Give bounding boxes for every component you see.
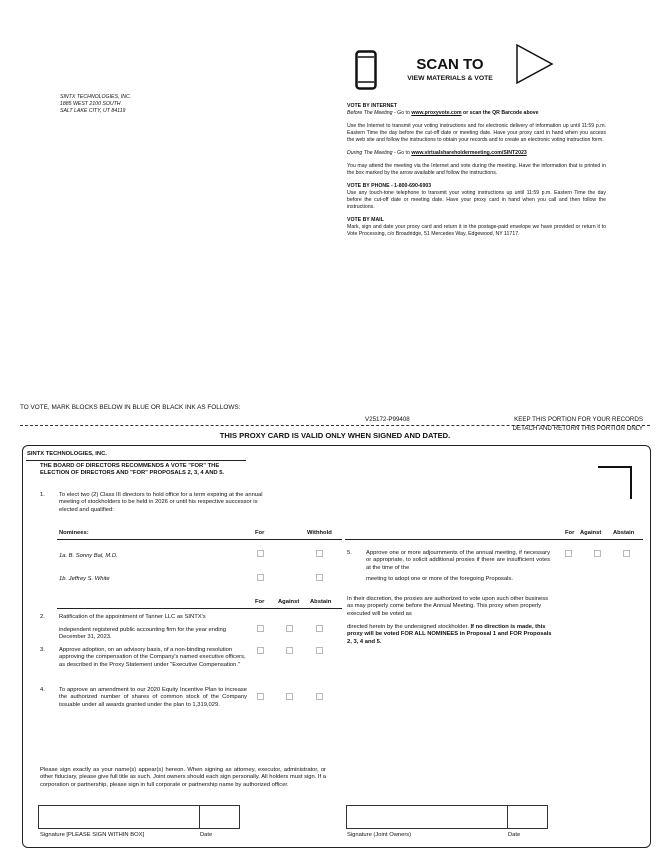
p2-for-checkbox[interactable]: [257, 625, 264, 632]
p2-number: 2.: [40, 614, 45, 620]
p5-divider: [345, 539, 643, 540]
signature-box-1[interactable]: [38, 805, 240, 829]
p2-line2: independent registered public accounting firm for the year ending December 31, 2023.: [59, 627, 226, 641]
vote-internet-heading: VOTE BY INTERNET: [347, 103, 398, 109]
col-for-label-5: For: [565, 530, 575, 536]
address-city: SALT LAKE CITY, UT 84119: [60, 108, 126, 114]
p3-text: Approve adoption, on an advisory basis, of a non-binding resolution approving the compensation of the Company's named executive officers, as described in the Proxy Statement under "Executive Compensation.": [59, 647, 246, 668]
col-abstain-label-5: Abstain: [613, 530, 635, 536]
signature-label-2: Signature (Joint Owners): [347, 832, 412, 838]
nominee-1: 1a. B. Sonny Bal, M.D.: [59, 553, 118, 559]
virtual-meeting-link[interactable]: www.virtualshareholdermeeting.com/SINT2023: [411, 150, 527, 156]
nominees-divider: [57, 539, 342, 540]
scan-title: SCAN TO: [416, 56, 484, 73]
sign-instructions: Please sign exactly as your name(s) appear(s) hereon. When signing as attorney, executor, administrator, or other fiduciary, please give full title as such. Joint owners should each sign personally. All holders must sign. If a corporation or partnership, please sign in full corporate or partnership name by authorized officer.: [40, 767, 326, 788]
col-against-label-5: Against: [580, 530, 602, 536]
vote-internet-body: Use the Internet to transmit your voting instructions and for electronic delivery of information up until 11:59 p.m. Eastern Time the day before the cut-off date or meeting date. Have your proxy card in hand when you access the web site and follow the instructions to obtain your records and to create an electronic voting instruction form.: [347, 123, 606, 143]
p5-against-checkbox[interactable]: [594, 550, 601, 557]
p1-number: 1.: [40, 492, 45, 498]
discretion-direction: directed herein by the undersigned stockholder. If no direction is made, this proxy will be voted FOR ALL NOMINEES in Proposal 1 and FOR Proposals 2, 3, 4 and 5.: [347, 624, 552, 645]
p3-abstain-checkbox[interactable]: [316, 647, 323, 654]
discretion-text: In their discretion, the proxies are authorized to vote upon such other business as may properly come before the Annual Meeting. This proxy when properly executed will be voted as: [347, 596, 549, 617]
nominee-2: 1b. Jeffrey S. White: [59, 576, 110, 582]
vote-instructions: [347, 103, 606, 238]
vote-phone-body: Use any touch-tone telephone to transmit your voting instructions up until 11:59 p.m. Eastern Time the day before the cut-off date or meeting date. Have your proxy card in hand when you call and then follow the instructions.: [347, 190, 606, 210]
nominee-2-for-checkbox[interactable]: [257, 574, 264, 581]
signature-label-1: Signature [PLEASE SIGN WITHIN BOX]: [40, 832, 145, 838]
vote-internet-during: During The Meeting - Go to www.virtualshareholdermeeting.com/SINT2023: [347, 150, 527, 156]
p2-line1: Ratification of the appointment of Tanner LLC as SINTX's: [59, 614, 206, 620]
detach-portion: DETACH AND RETURN THIS PORTION ONLY: [512, 425, 643, 432]
proposals-divider: [57, 608, 342, 609]
date-label-1: Date: [200, 832, 213, 838]
signature-date-divider-1: [199, 805, 200, 829]
p4-text: To approve an amendment to our 2020 Equity Incentive Plan to increase the authorized number of shares of common stock of the Company issuable under all awards granted under the plan to 1,319,029.: [59, 687, 247, 708]
valid-notice: THIS PROXY CARD IS VALID ONLY WHEN SIGNED AND DATED.: [219, 431, 451, 440]
nominees-label: Nominees:: [59, 530, 89, 536]
arrow-icon: [515, 43, 555, 90]
p5-abstain-checkbox[interactable]: [623, 550, 630, 557]
vote-mail-body: Mark, sign and date your proxy card and return it in the postage-paid envelope we have provided or return it to Vote Processing, c/o Broadridge, 51 Mercedes Way, Edgewood, NY 11717.: [347, 224, 606, 237]
control-code: V25172-P99408: [365, 416, 410, 423]
nominee-1-for-checkbox[interactable]: [257, 550, 264, 557]
p3-number: 3.: [40, 647, 45, 653]
card-company: SINTX TECHNOLOGIES, INC.: [27, 451, 107, 457]
signature-date-divider-2: [507, 805, 508, 829]
vote-internet-before: Before The Meeting - Go to www.proxyvote.com or scan the QR Barcode above: [347, 110, 539, 116]
p4-against-checkbox[interactable]: [286, 693, 293, 700]
p5-for-checkbox[interactable]: [565, 550, 572, 557]
col-against-label-2: Against: [278, 599, 300, 605]
phone-icon: [355, 50, 377, 95]
board-recommendation: THE BOARD OF DIRECTORS RECOMMENDS A VOTE "FOR" THE ELECTION OF DIRECTORS AND "FOR" PROPOSALS 2, 3, 4 AND 5.: [40, 463, 225, 477]
date-label-2: Date: [508, 832, 521, 838]
col-abstain-label-2: Abstain: [310, 599, 332, 605]
card-divider: [26, 460, 246, 461]
p2-against-checkbox[interactable]: [286, 625, 293, 632]
p5-continued: meeting to adopt one or more of the foregoing Proposals.: [366, 576, 513, 582]
vote-internet-during-body: You may attend the meeting via the Internet and vote during the meeting. Have the information that is printed in the box marked by the arrow available and follow the instructions.: [347, 163, 606, 176]
p4-abstain-checkbox[interactable]: [316, 693, 323, 700]
keep-portion: KEEP THIS PORTION FOR YOUR RECORDS: [514, 416, 643, 423]
vote-mail-heading: VOTE BY MAIL: [347, 217, 384, 223]
p3-against-checkbox[interactable]: [286, 647, 293, 654]
corner-mark: [598, 466, 632, 499]
address-street: 1885 WEST 2100 SOUTH: [60, 101, 121, 107]
col-for-label-2: For: [255, 599, 265, 605]
col-for-label: For: [255, 530, 265, 536]
signature-box-2[interactable]: [346, 805, 548, 829]
p4-number: 4.: [40, 687, 45, 693]
nominee-2-withhold-checkbox[interactable]: [316, 574, 323, 581]
p1-text: To elect two (2) Class III directors to hold office for a term expiring at the annual meeting of stockholders to be held in 2026 or until his respective successor is elected and qualified:: [59, 492, 263, 513]
p2-abstain-checkbox[interactable]: [316, 625, 323, 632]
company-address: [60, 94, 131, 115]
vote-phone-heading: VOTE BY PHONE - 1-800-690-6903: [347, 183, 432, 189]
p3-for-checkbox[interactable]: [257, 647, 264, 654]
p5-text: Approve one or more adjournments of the annual meeting, if necessary or appropriate, to solicit additional proxies if there are insufficient votes at the time of the: [366, 550, 550, 571]
address-name: SINTX TECHNOLOGIES, INC.: [60, 94, 132, 100]
p4-for-checkbox[interactable]: [257, 693, 264, 700]
nominee-1-withhold-checkbox[interactable]: [316, 550, 323, 557]
to-vote-instruction: TO VOTE, MARK BLOCKS BELOW IN BLUE OR BLACK INK AS FOLLOWS:: [20, 404, 241, 411]
p5-number: 5.: [347, 550, 352, 556]
col-withhold-label: Withhold: [307, 530, 332, 536]
scan-subtitle: VIEW MATERIALS & VOTE: [407, 75, 493, 82]
proxyvote-link[interactable]: www.proxyvote.com: [411, 110, 462, 116]
